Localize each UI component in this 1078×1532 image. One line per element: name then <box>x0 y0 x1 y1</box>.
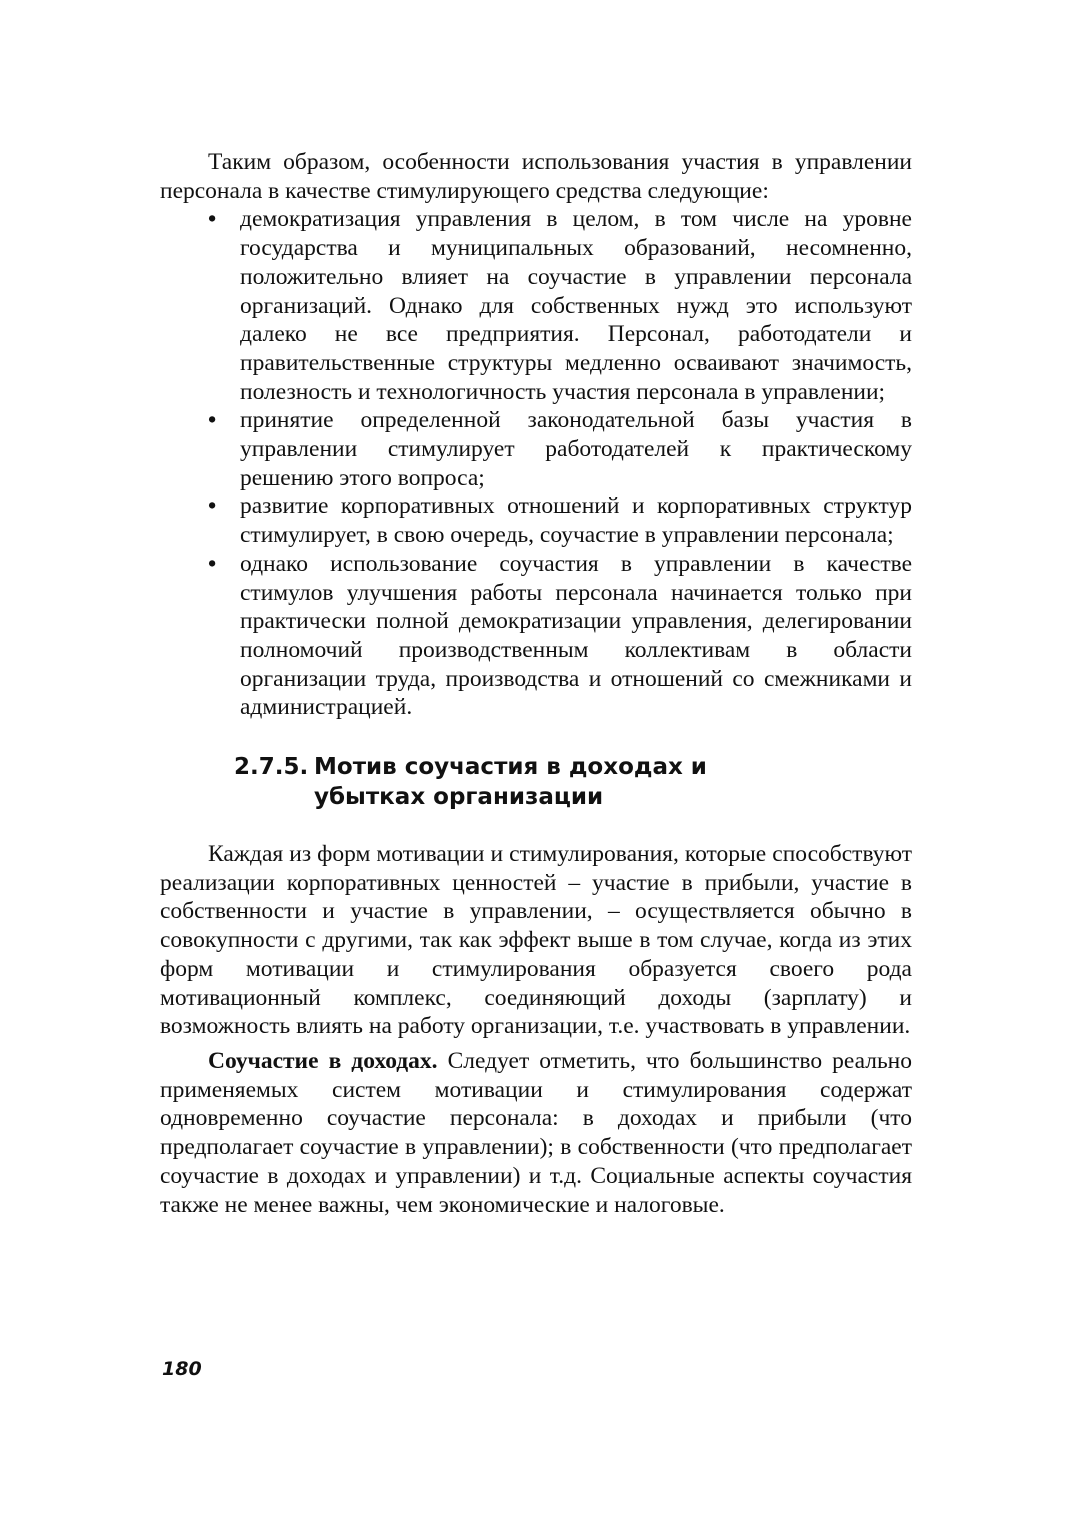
section-title: Мотив соучастия в доходах и убытках организации <box>314 754 707 811</box>
intro-paragraph: Таким образом, особенности использования участия в управлении персонала в качестве стимулирующего средства следующие: <box>160 149 912 204</box>
body-paragraph: Каждая из форм мотивации и стимулирования, которые способствуют реализации корпоративных ценностей – участие в прибыли, участие в собственности и участие в управлении, – осуществляется обычно в совокупности с другими, так как эффект выше в том случае, когда из этих форм мотивации и стимулирования образуется своего рода мотивационный комплекс, соединяющий доходы (зарплату) и возможность влиять на работу организации, т.е. участвовать в управлении. <box>160 841 912 1040</box>
bullet-marker: • <box>208 407 217 434</box>
bullet-marker: • <box>208 550 217 577</box>
paragraph-text: Следует отметить, что большинство реально применяемых систем мотивации и стимулирования содержат одновременно соучастие персонала: в доходах и прибыли (что предполагает соучастие в управлении); в собственности (что предполагает соучастие в доходах и управлении) и т.д. Социальные аспекты соучастия также не менее важны, чем экономические и налоговые. <box>160 1047 912 1218</box>
page-body <box>160 148 912 1219</box>
list-item-text: развитие корпоративных отношений и корпоративных структур стимулирует, в свою очередь, соучастие в управлении персонала; <box>240 493 912 549</box>
list-item <box>208 550 912 722</box>
list-item <box>208 205 912 406</box>
list-item-text: однако использование соучастия в управлении в качестве стимулов улучшения работы персонала начинается только при практически полной демократизации управления, делегировании полномочий производственным коллективам в области организации труда, производства и отношений со смежниками и администрацией. <box>240 550 912 721</box>
bullet-marker: • <box>208 493 217 520</box>
section-number: 2.7.5. <box>234 754 309 781</box>
list-item-text: принятие определенной законодательной базы участия в управлении стимулирует работодателей к практическому решению этого вопроса; <box>240 407 912 491</box>
body-paragraph <box>160 1047 912 1219</box>
page-number: 180 <box>162 1358 202 1380</box>
paragraph-lead: Соучастие в доходах. <box>208 1047 438 1074</box>
list-item <box>208 406 912 492</box>
list-item-text: демократизация управления в целом, в том числе на уровне государства и муниципальных образований, несомненно, положительно влияет на соучастие в управлении персонала организаций. Однако для собственных нужд это используют далеко не все предприятия. Персонал, работодатели и правительственные структуры медленно осваивают значимость, полезность и технологичность участия персонала в управлении; <box>240 206 912 405</box>
bullet-list <box>160 205 912 722</box>
section-heading <box>234 752 912 812</box>
bullet-marker: • <box>208 206 217 233</box>
list-item <box>208 492 912 549</box>
